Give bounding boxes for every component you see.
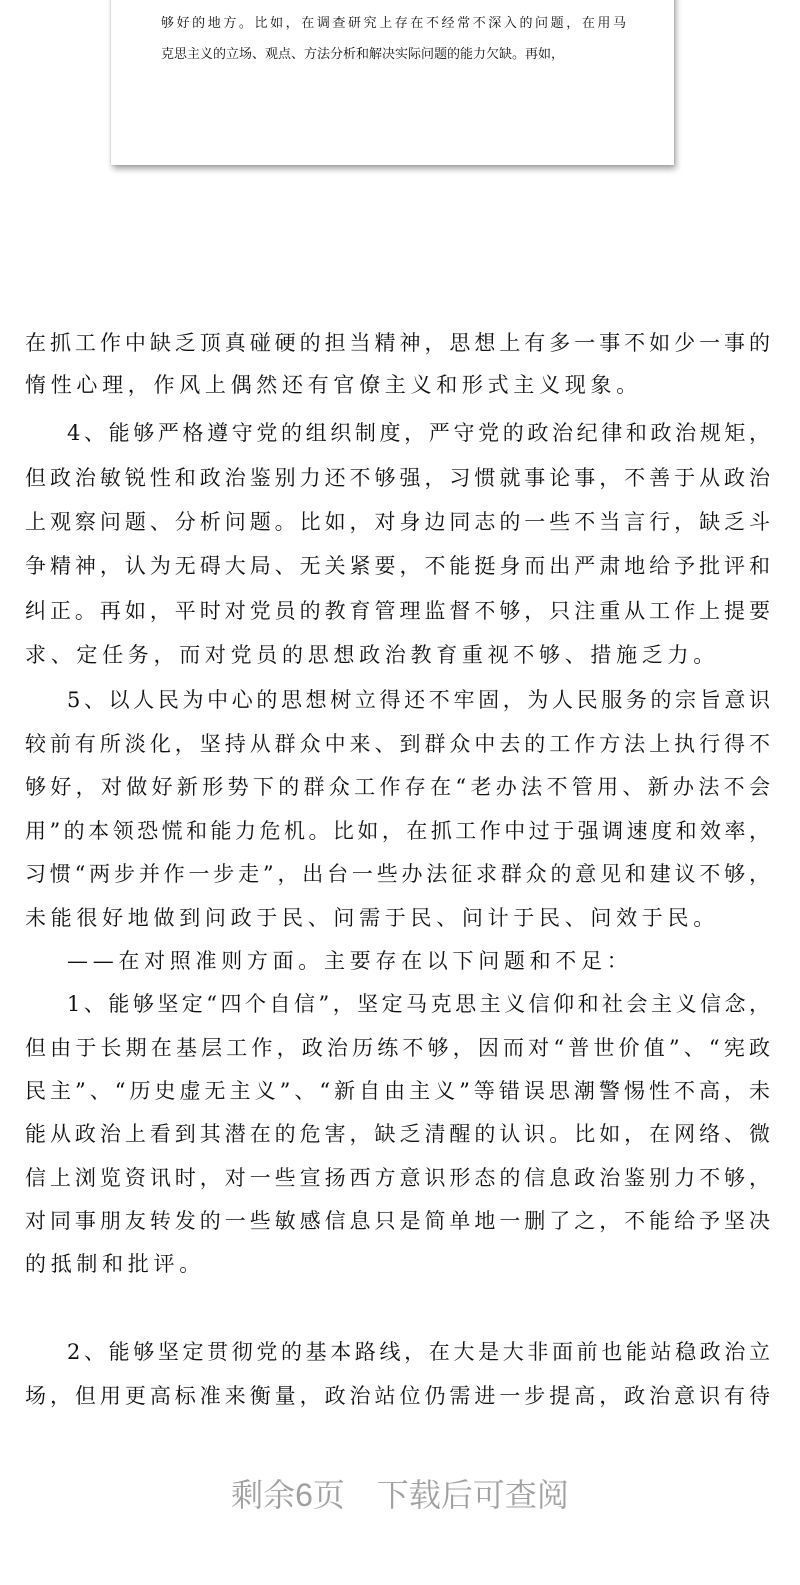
text-line: 未能很好地做到问政于民、问需于民、问计于民、问效于民。 — [25, 906, 719, 930]
text-line: 4、能够严格遵守党的组织制度，严守党的政治纪律和政治规矩， — [67, 421, 770, 445]
card-line: 克思主义的立场、观点、方法分析和解决实际问题的能力欠缺。再如， — [161, 47, 565, 62]
text-line: 在抓工作中缺乏顶真碰硬的担当精神，思想上有多一事不如少一事的 — [25, 331, 770, 355]
text-line: 能从政治上看到其潜在的危害，缺乏清醒的认识。比如，在网络、微 — [25, 1122, 770, 1146]
text-line: 习惯“两步并作一步走”，出台一些办法征求群众的意见和建议不够， — [25, 862, 770, 886]
text-line: 惰性心理，作风上偶然还有官僚主义和形式主义现象。 — [25, 373, 642, 397]
text-line: 2、能够坚定贯彻党的基本路线，在大是大非面前也能站稳政治立 — [67, 1340, 770, 1364]
text-line: 够好，对做好新形势下的群众工作存在“老办法不管用、新办法不会 — [25, 775, 770, 799]
text-line: 对同事朋友转发的一些敏感信息只是简单地一删了之，不能给予坚决 — [25, 1209, 770, 1233]
text-line: 上观察问题、分析问题。比如，对身边同志的一些不当言行，缺乏斗 — [25, 510, 770, 534]
text-line: 5、以人民为中心的思想树立得还不牢固，为人民服务的宗旨意识 — [67, 688, 770, 712]
text-line: 信上浏览资讯时，对一些宣扬西方意识形态的信息政治鉴别力不够， — [25, 1166, 770, 1190]
text-line: 的抵制和批评。 — [25, 1252, 205, 1276]
card-line: 够好的地方。比如，在调查研究上存在不经常不深入的问题，在用马 — [161, 16, 626, 31]
preview-page-card — [111, 0, 674, 165]
remaining-pages-banner[interactable]: 剩余6页 下载后可查阅 — [231, 1477, 569, 1513]
text-line: 较前有所淡化，坚持从群众中来、到群众中去的工作方法上执行得不 — [25, 732, 770, 756]
text-line: 用”的本领恐慌和能力危机。比如，在抓工作中过于强调速度和效率， — [25, 819, 770, 843]
text-line: 但由于长期在基层工作，政治历练不够，因而对“普世价值”、“宪政 — [25, 1036, 770, 1060]
text-line: ——在对照准则方面。主要存在以下问题和不足： — [67, 949, 633, 973]
text-line: 1、能够坚定“四个自信”，坚定马克思主义信仰和社会主义信念， — [67, 992, 770, 1016]
text-line: 但政治敏锐性和政治鉴别力还不够强，习惯就事论事，不善于从政治 — [25, 466, 770, 490]
text-line: 求、定任务，而对党员的思想政治教育重视不够、措施乏力。 — [25, 643, 719, 667]
text-line: 场，但用更高标准来衡量，政治站位仍需进一步提高，政治意识有待 — [25, 1384, 770, 1408]
text-line: 纠正。再如，平时对党员的教育管理监督不够，只注重从工作上提要 — [25, 599, 770, 623]
text-line: 争精神，认为无碍大局、无关紧要，不能挺身而出严肃地给予批评和 — [25, 554, 770, 578]
text-line: 民主”、“历史虚无主义”、“新自由主义”等错误思潮警惕性不高，未 — [25, 1079, 770, 1103]
